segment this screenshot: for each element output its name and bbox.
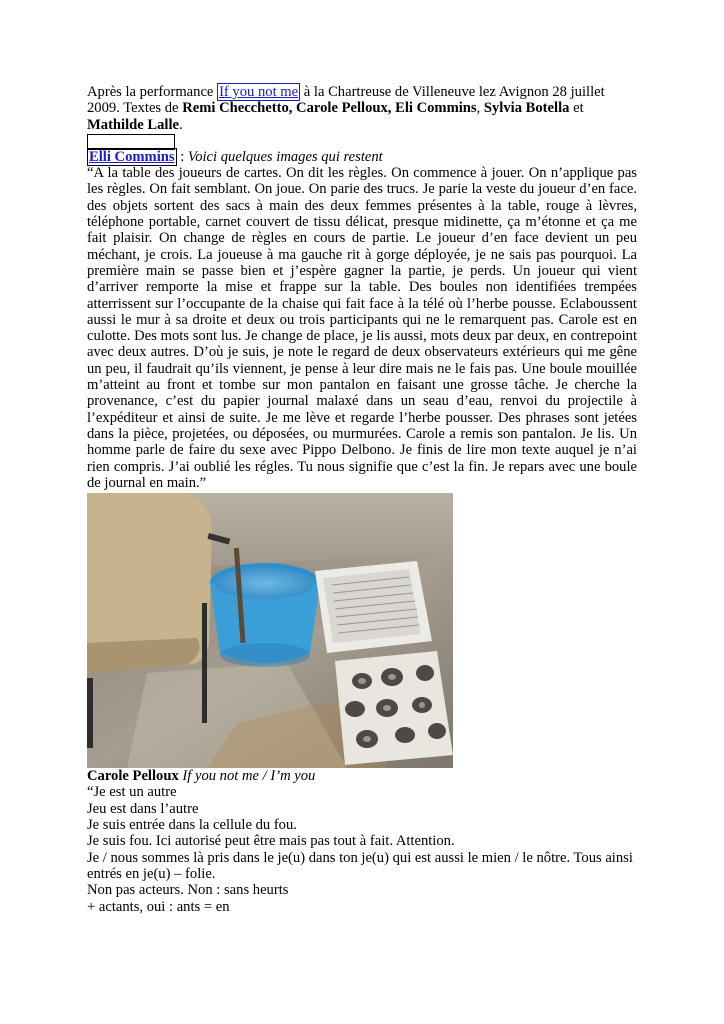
section1-title: Voici quelques images qui restent — [187, 148, 383, 165]
section1-heading — [87, 149, 637, 165]
empty-box-line — [87, 133, 637, 149]
intro-after-link: à la Chartreuse de Villeneuve lez Avignon 28 juillet 2009. Textes de — [87, 84, 605, 117]
section2-title: If you not me / I’m you — [178, 768, 316, 785]
intro-authors: Remi Checchetto, Carole Pelloux, Eli Commins — [182, 100, 477, 117]
poem-line: Je suis fou. Ici autorisé peut être mais pas tout à fait. Attention. — [87, 833, 455, 850]
section2-author: Carole Pelloux — [87, 768, 179, 785]
section2-body — [87, 784, 637, 914]
performance-photo — [87, 493, 453, 768]
poem-line: Non pas acteurs. Non : sans heurts — [87, 882, 289, 899]
performance-link[interactable]: If you not me — [219, 84, 299, 100]
intro-paragraph — [87, 84, 637, 133]
author-link-elli-commins[interactable]: Elli Commins — [89, 148, 175, 165]
poem-line: Jeu est dans l’autre — [87, 800, 199, 817]
poem-line: “Je est un autre — [87, 784, 177, 801]
section2-heading — [87, 768, 637, 784]
intro-comma: , — [476, 100, 484, 117]
poem-line: Je suis entrée dans la cellule du fou. — [87, 817, 297, 834]
intro-period: . — [179, 116, 183, 133]
intro-author-4: Sylvia Botella — [483, 100, 570, 117]
intro-author-5: Mathilde Lalle — [87, 116, 180, 133]
poem-line: + actants, oui : ants = en — [87, 898, 230, 915]
photo-illustration — [87, 493, 453, 768]
document-page — [87, 84, 637, 915]
section1-body: “A la table des joueurs de cartes. On dit les règles. On commence à jouer. On n’applique pas les règles. On fait semblant. On joue. On parie des trucs. Je parie la veste du joueur d’en face. des objets sortent des sacs à main des deux femmes présentes à la table, rouge à lèvres, téléphone portable, carnet couvert de tissu délicat, presque midinette, ça m’étonne et ça me fait plaisir. On change de règles en cours de partie. Le joueur d’en face devient un peu méchant, je crois. La joueuse à ma gauche rit à gorge déployée, je ne sais pas pourquoi. La première main se passe bien et j’espère gagner la partie, je perds. Un joueur qui vient d’arriver remporte la mise et frappe sur la table. Des boules non identifiées trempées atterrissent sur l’occupante de la chaise qui fait face à la télé où l’herbe pousse. Eclaboussent aussi le mur à sa droite et deux ou trois participants qui ne le remarquent pas. Carole est en culotte. Des mots sont lus. Je change de place, je lis aussi, mots deux par deux, en contrepoint avec deux autres. D’où je suis, je note le regard de deux observateurs extérieurs qui me gêne un peu, il faudrait qu’ils viennent, je pense à leur dire mais ne le fais pas. Une boule mouillée m’atteint au front et tombe sur mon pantalon en faisant une grosse tâche. Je cherche la provenance, c’est du papier journal malaxé dans un seau d’eau, renvoi du projectile à l’expéditeur et ainsi de suite. Je me lève et regarde l’herbe pousser. Des phrases sont jetées dans la pièce, projetées, ou déposées, ou murmurées. Carole a remis son pantalon. Je lis. Un homme parle de faire du sexe avec Pippo Delbono. Je finis de lire mon texte auquel je n’ai rien compris. J’ai oublié les régles. Tu nous signifie que c’est la fin. Je repars avec une boule de journal en main.” — [87, 165, 637, 491]
intro-and: et — [569, 100, 584, 117]
poem-line: Je / nous sommes là pris dans le je(u) dans ton je(u) qui est aussi le mien / le nôtre. Tous ainsi entrés en je(u) – folie. — [87, 849, 633, 882]
section1-sep: : — [176, 148, 188, 165]
intro-prefix: Après la performance — [87, 84, 218, 100]
